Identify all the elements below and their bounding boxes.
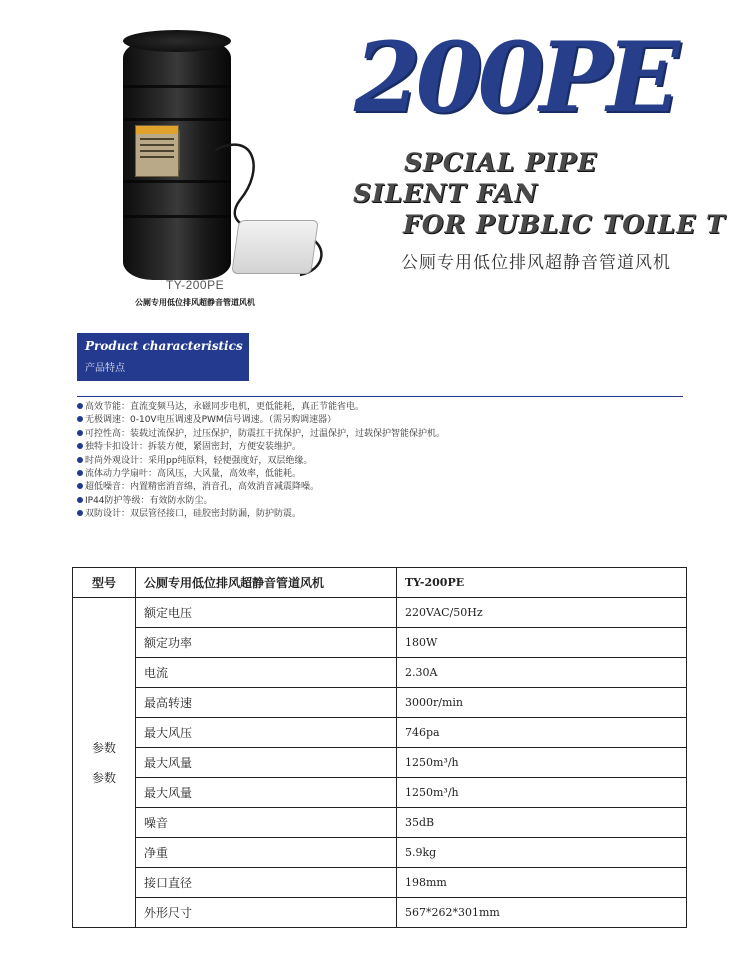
param-value: 220VAC/50Hz: [397, 598, 687, 628]
tagline-line-1: SPCIAL PIPE: [404, 148, 598, 177]
param-value: 35dB: [397, 808, 687, 838]
bullet-icon: [77, 483, 83, 489]
table-row: [73, 868, 687, 898]
param-value: 567*262*301mm: [397, 898, 687, 928]
param-value: 2.30A: [397, 658, 687, 688]
list-item: 无极调速：0-10V电压调速及PWM信号调速。（需另购调速器）: [77, 414, 683, 427]
bullet-icon: [77, 470, 83, 476]
param-value: 746pa: [397, 718, 687, 748]
product-model-caption: TY-200PE: [165, 278, 225, 292]
feature-list: [77, 401, 683, 522]
list-item: 超低噪音：内置精密消音绵，消音孔，高效消音减震降噪。: [77, 481, 683, 494]
list-item: 独特卡扣设计：拆装方便，紧固密封，方便安装维护。: [77, 441, 683, 454]
product-name-caption: 公厕专用低位排风超静音管道风机: [135, 298, 255, 307]
param-name: 最大风压: [136, 718, 397, 748]
spec-table: [72, 567, 687, 928]
model-title: 200PE: [354, 21, 675, 134]
param-name: 最大风量: [136, 778, 397, 808]
product-image: [115, 30, 330, 280]
bullet-icon: [77, 403, 83, 409]
header-model-value: TY-200PE: [397, 568, 687, 598]
param-name: 额定电压: [136, 598, 397, 628]
header-product-name: 公厕专用低位排风超静音管道风机: [136, 568, 397, 598]
bullet-icon: [77, 430, 83, 436]
section-divider: [77, 396, 683, 397]
table-row: [73, 778, 687, 808]
param-name: 净重: [136, 838, 397, 868]
characteristics-header: [77, 333, 249, 381]
table-header-row: [73, 568, 687, 598]
bullet-icon: [77, 416, 83, 422]
table-row: [73, 748, 687, 778]
param-group-label: 参数 参数: [73, 598, 136, 928]
param-value: 5.9kg: [397, 838, 687, 868]
list-item: 时尚外观设计：采用pp纯原料，轻便强度好，双层绝缘。: [77, 455, 683, 468]
product-subtitle: 公厕专用低位排风超静音管道风机: [401, 253, 671, 273]
header-model-label: 型号: [73, 568, 136, 598]
param-name: 额定功率: [136, 628, 397, 658]
param-name: 外形尺寸: [136, 898, 397, 928]
table-row: [73, 628, 687, 658]
table-row: [73, 598, 687, 628]
table-row: [73, 718, 687, 748]
bullet-icon: [77, 457, 83, 463]
characteristics-title-en: Product characteristics: [85, 339, 243, 353]
controller-box: [231, 220, 319, 274]
list-item: 双防设计：双层管径接口，硅胶密封防漏，防护防震。: [77, 508, 683, 521]
table-row: [73, 688, 687, 718]
param-value: 198mm: [397, 868, 687, 898]
list-item: 可控性高：装载过流保护，过压保护，防震扛干扰保护，过温保护，过载保护智能保护机。: [77, 428, 683, 441]
tagline-line-3: FOR PUBLIC TOILE T: [403, 210, 726, 239]
param-name: 接口直径: [136, 868, 397, 898]
bullet-icon: [77, 443, 83, 449]
table-row: [73, 808, 687, 838]
param-name: 电流: [136, 658, 397, 688]
list-item: IP44防护等级：有效防水防尘。: [77, 495, 683, 508]
param-name: 噪音: [136, 808, 397, 838]
bullet-icon: [77, 510, 83, 516]
param-name: 最高转速: [136, 688, 397, 718]
list-item: 高效节能：直流变频马达，永磁同步电机，更低能耗，真正节能省电。: [77, 401, 683, 414]
table-row: [73, 898, 687, 928]
param-value: 1250m³/h: [397, 778, 687, 808]
bullet-icon: [77, 497, 83, 503]
tagline-line-2: SILENT FAN: [353, 179, 539, 208]
table-row: [73, 838, 687, 868]
param-value: 1250m³/h: [397, 748, 687, 778]
characteristics-title-cn: 产品特点: [85, 363, 125, 374]
list-item: 流体动力学扇叶：高风压，大风量，高效率，低能耗。: [77, 468, 683, 481]
param-value: 3000r/min: [397, 688, 687, 718]
param-name: 最大风量: [136, 748, 397, 778]
table-row: [73, 658, 687, 688]
param-value: 180W: [397, 628, 687, 658]
